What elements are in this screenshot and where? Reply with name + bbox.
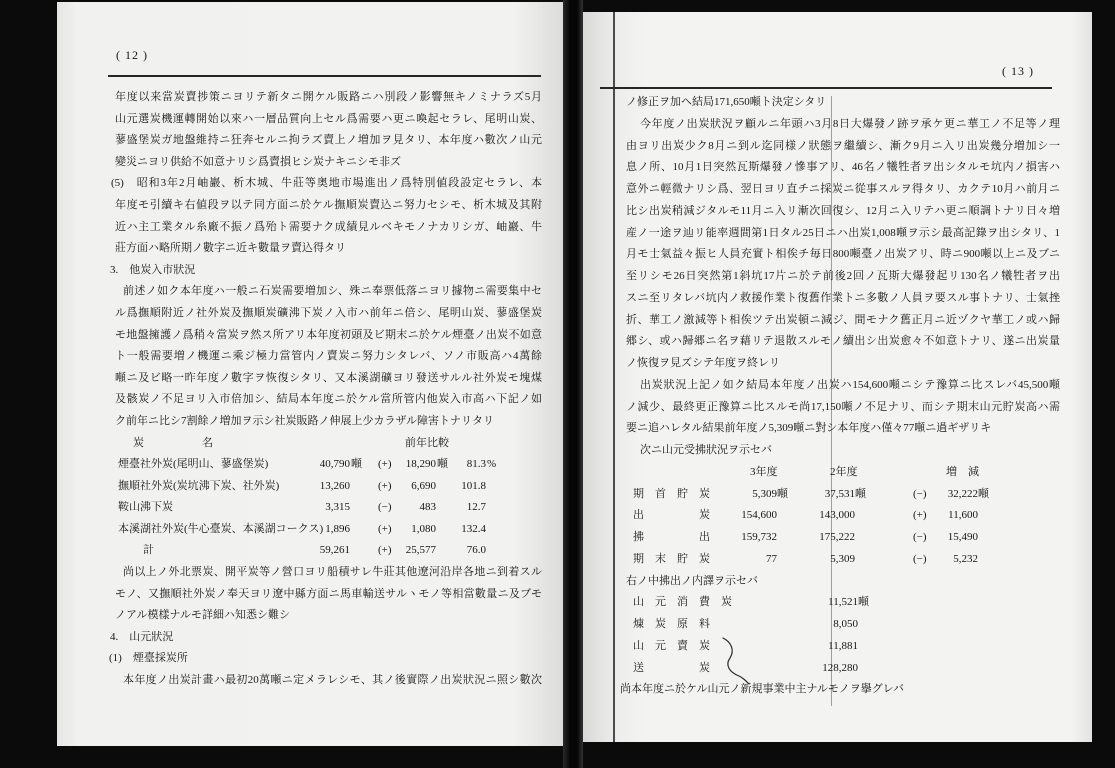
- table-row: [115, 476, 542, 498]
- body-line: 意外ニ輕微ナリシ爲、翌日ヨリ直チニ採炭ニ從事スルヲ得タリ、カクテ10月ハ前月ニ: [626, 183, 1060, 195]
- fy3-value: 154,600: [741, 509, 777, 522]
- body-line: 本年度ノ出炭計畫ハ最初20萬噸ニ定メラレシモ、其ノ後實際ノ出炭狀況ニ照シ數次: [123, 674, 542, 687]
- percent-change: 101.8: [461, 479, 486, 492]
- tonnage-value: 3,315: [325, 501, 350, 514]
- body-line: 産ノ一途ヲ辿リ能率週間第1日タル25日ニハ出炭1,008噸ヲ示シ最高記錄ヲ出シタリ、1: [626, 226, 1060, 239]
- change-sign: (−): [378, 501, 392, 514]
- disbursement-breakdown: [626, 592, 1060, 679]
- change-sign: (+): [378, 458, 392, 471]
- body-line: 尚本年度ニ於ケル山元ノ新規事業中主ナルモノヲ擧グレバ: [620, 683, 905, 696]
- table-row: [115, 497, 542, 519]
- body-line: 比シ出炭稍減ジタルモ11月ニ入リ漸次回復シ、12月ニ入リテハ更ニ順調トナリ日々増: [626, 204, 1060, 217]
- breakdown-value: 8,050: [833, 618, 858, 630]
- breakdown-value: 128,280: [822, 661, 858, 674]
- breakdown-label: 送 炭: [633, 661, 710, 674]
- fy3-value: 159,732: [741, 531, 777, 543]
- header-fy3: 3年度: [750, 465, 778, 478]
- other-coal-table: [115, 433, 542, 563]
- body-line: ノ修正ヲ加ヘ結局171,650噸ト決定シタリ: [626, 96, 827, 108]
- breakdown-row: [626, 614, 1060, 636]
- book-gutter: [563, 0, 583, 768]
- table-row: [115, 519, 542, 541]
- body-line: ト一般需要増ノ機運ニ乘ジ極力當管内ノ賣炭ニ努力シタレバ、ソノ市販高ハ4萬餘: [115, 350, 542, 363]
- body-line: 息ノ所、10月1日突然瓦斯爆發ノ慘事アリ、46名ノ犧牲者ヲ出シタルモ坑内ノ損害ハ: [626, 161, 1060, 174]
- change-sign: (+): [378, 479, 392, 492]
- body-line: 尚以上ノ外北票炭、開平炭等ノ營口ヨリ船積サレ牛莊其他遼河沿岸各地ニ到着スル: [123, 566, 542, 579]
- percent-change: 12.7: [466, 501, 486, 514]
- change-sign: (−): [913, 552, 927, 565]
- body-line: 噸ニ及ビ略一昨年度ノ數字ヲ恢復シタリ、又本溪湖礦ヨリ發送サルル社外炭モ塊煤: [115, 371, 542, 384]
- change-sign: (+): [378, 522, 392, 535]
- body-line: 次ニ山元受拂狀況ヲ示セバ: [640, 444, 772, 456]
- change-value: 11,600: [948, 509, 978, 522]
- fy2-value: 37,531: [824, 487, 855, 500]
- body-line: ノ恢復ヲ見ズシテ年度ヲ終レリ: [626, 357, 780, 369]
- row-label: 期 首 貯 炭: [633, 487, 710, 500]
- table-header: [115, 433, 542, 455]
- tonnage-value: 13,260: [319, 479, 350, 492]
- left-page-text: [109, 87, 542, 692]
- change-value: 5,232: [953, 552, 978, 565]
- body-line: 年度モ引續キ右値段ヲ以テ同方面ニ於ケル撫順炭賣込ニ努力セシモ、析木城及其附: [115, 198, 542, 211]
- change-sign: (+): [913, 509, 927, 522]
- body-line: 及骸炭ノ不足ヨリ入市倍加シ、結局本年度ニ於ケル當所管内他炭入市高ハ下記ノ如: [115, 393, 542, 406]
- tonnage-value: 1,896: [325, 522, 350, 535]
- row-label: 出 炭: [633, 509, 710, 522]
- row-label: 拂 出: [633, 531, 710, 543]
- change-value: 6,690: [411, 479, 436, 492]
- body-line: 由ヨリ出炭少ク8月ニ到ル迄同様ノ狀態ヲ繼續シ、漸ク9月ニ入リ出炭幾分増加シ一: [626, 139, 1060, 152]
- breakdown-unit: 噸: [858, 596, 869, 609]
- breakdown-label: 煉 炭 原 料: [633, 618, 710, 630]
- change-unit: 噸: [437, 458, 448, 471]
- table-row: [626, 505, 1060, 527]
- numbered-paragraph-line: (5) 昭和3年2月岫巖、析木城、牛莊等奥地市場進出ノ爲特別値段設定セラレ、本: [111, 177, 542, 190]
- breakdown-value: 11,881: [828, 639, 858, 652]
- breakdown-intro: 右ノ中拂出ノ内譯ヲ示セバ: [626, 574, 758, 587]
- change-value: 1,080: [411, 522, 436, 535]
- body-line: 山元選炭機運轉開始以來ハ一層品質向上セル爲需要ハ更ニ喚起セラレ、尾明山炭、: [115, 112, 542, 125]
- coal-name: 煙臺社外炭(尾明山、蓼盛堡炭): [118, 458, 269, 471]
- change-sign: (+): [378, 544, 392, 557]
- total-label: 計: [143, 544, 154, 557]
- subsection-heading: (1) 煙臺採炭所: [109, 652, 188, 665]
- header-rule-left: [108, 75, 541, 77]
- fy3-value: 77: [766, 552, 777, 565]
- change-value: 25,577: [405, 544, 436, 557]
- change-value: 18,290: [405, 458, 436, 471]
- body-line: モノ、又撫順社外炭ノ奉天ヨリ遼中縣方面ニ馬車輸送サルヽモノ等相當數量ニ及ブモ: [115, 587, 542, 600]
- row-label: 期 末 貯 炭: [633, 552, 710, 565]
- breakdown-value: 11,521: [828, 596, 858, 609]
- tonnage-value: 59,261: [319, 544, 350, 557]
- page-fold-line: [613, 12, 615, 742]
- body-line: ル爲撫順附近ノ社外炭及撫順炭礦沸下炭ノ入市ハ前年ニ倍シ、尾明山炭、蓼盛堡炭: [115, 306, 542, 319]
- page-number-right: ( 13 ): [1002, 64, 1034, 78]
- table-row: [626, 549, 1060, 571]
- fy2-value: 5,309: [830, 552, 855, 565]
- table-row: [626, 484, 1060, 506]
- section-heading: 3. 他炭入市狀況: [110, 263, 196, 276]
- change-value: 32,222: [947, 487, 978, 500]
- header-coal-name: 炭 名: [133, 436, 213, 449]
- body-line: ク前年ニ比シ7割餘ノ増加ヲ示シ社炭販路ノ伸展上少カラザル障害トナリタリ: [115, 414, 494, 427]
- breakdown-row: [626, 636, 1060, 658]
- body-line: 近ハ主工業タル糸廠不振ノ爲殆ト需要ナク成績見ルベキモノナカリシガ、岫巖、牛: [115, 220, 542, 233]
- change-sign: (−): [913, 531, 927, 543]
- body-line: 變災ニヨリ供給不如意ナリシ爲賣損ヒシ炭ナキニシモ非ズ: [115, 155, 401, 168]
- percent-change: 81.3: [466, 458, 486, 471]
- header-change: 増 減: [946, 465, 979, 478]
- fy3-unit: 噸: [777, 487, 788, 500]
- breakdown-label: 山 元 賣 炭: [633, 639, 710, 652]
- header-fy2: 2年度: [830, 465, 858, 478]
- percent-unit: %: [487, 458, 497, 471]
- body-line: モ地盤擁護ノ爲稍々當炭ヲ然ス所アリ本年度初頭及ビ期末ニ於ケル煙臺ノ出炭不如意: [115, 328, 542, 341]
- body-line: 出炭狀況上記ノ如ク結局本年度ノ出炭ハ154,600噸ニシテ豫算ニ比スレバ45,500噸: [640, 378, 1060, 391]
- fy3-value: 5,309: [752, 487, 777, 500]
- body-line: ノ減少、最終更正豫算ニ比スルモ尚17,150噸ノ不足ナリ、而シテ期末山元貯炭高ハ需: [626, 400, 1060, 413]
- body-line: スニ至リタレバ坑内ノ救援作業ト復舊作業トニ多數ノ人員ヲ要スル事トナリ、士氣挫: [626, 291, 1060, 304]
- breakdown-label: 山 元 消 費 炭: [633, 596, 732, 609]
- coal-name: 本溪湖社外炭(牛心臺炭、本溪湖コークス): [118, 522, 324, 535]
- body-line: 蓼盛堡炭ガ地盤維持ニ狂奔セルニ拘ラズ賣上ノ増加ヲ見タリ、本年度ハ數次ノ山元: [115, 134, 542, 147]
- section-heading: 4. 山元狀況: [110, 630, 174, 643]
- table-header: [626, 462, 1060, 484]
- body-line: ノアル模樣ナルモ詳細ハ知悉シ難シ: [115, 609, 291, 622]
- right-page-text: [620, 92, 1060, 701]
- change-sign: (−): [913, 487, 927, 500]
- percent-change: 132.4: [461, 522, 486, 535]
- header-rule-right: [600, 87, 1052, 89]
- table-row: [626, 527, 1060, 549]
- coal-name: 撫順社外炭(炭坑沸下炭、社外炭): [118, 479, 280, 492]
- table-total-row: [115, 540, 542, 562]
- body-line: 前述ノ如ク本年度ハ一般ニ石炭需要増加シ、殊ニ奉票低落ニヨリ據物ニ需要集中セ: [123, 285, 542, 298]
- breakdown-row: [626, 592, 1060, 614]
- page-number-left: ( 12 ): [116, 48, 148, 62]
- fy2-unit: 噸: [855, 487, 866, 500]
- table-row: [115, 454, 542, 476]
- percent-change: 76.0: [466, 544, 486, 557]
- tonnage-value: 40,790: [319, 458, 350, 471]
- body-line: 要ニ追ハレタル結果前年度ノ5,309噸ニ對シ本年度ハ僅々77噸ニ過ギザリキ: [626, 422, 992, 435]
- fy2-value: 143,000: [819, 509, 855, 522]
- body-line: 今年度ノ出炭狀況ヲ顧ルニ年頭ハ3月8日大爆發ノ跡ヲ承ケ更ニ華工ノ不足等ノ理: [640, 117, 1060, 130]
- change-value: 15,490: [947, 531, 978, 543]
- header-comparison: 前年比較: [405, 436, 449, 449]
- coal-name: 鞍山沸下炭: [118, 501, 173, 514]
- body-line: 郷シ、或ハ歸郷ニ名ヲ藉リテ退散スルモノ續出シ出炭愈々不如意トナリ、遂ニ出炭量: [626, 335, 1060, 348]
- body-line: 至リシモ26日突然第1斜坑17片ニ於テ前後2回ノ瓦斯大爆發起リ130名ノ犧牲者ヲ出: [626, 270, 1060, 282]
- tonnage-unit: 噸: [351, 458, 362, 471]
- change-unit: 噸: [978, 487, 989, 500]
- body-line: 莊方面ハ略所期ノ數字ニ近キ數量ヲ賣込得タリ: [115, 242, 346, 255]
- handwritten-brace-mark: [715, 632, 755, 688]
- breakdown-row: [626, 658, 1060, 680]
- coal-balance-table: [626, 462, 1060, 571]
- body-line: 折、華工ノ激減等ト相俟ツテ出炭頓ニ減ジ、間モナク舊正月ニ近ヅクヤ華工ノ或ハ歸: [626, 313, 1060, 326]
- fy2-value: 175,222: [819, 531, 855, 543]
- change-value: 483: [419, 501, 436, 514]
- body-line: 年度以来當炭賣捗策ニヨリテ新タニ開ケル販路ニハ別段ノ影響無キノミナラズ5月: [115, 91, 542, 103]
- body-line: 月モ士氣益々振ヒ人員充實ト相俟チ毎日800噸臺ノ出炭アリ、時ニ900噸以上ニ及ブニ: [626, 248, 1060, 261]
